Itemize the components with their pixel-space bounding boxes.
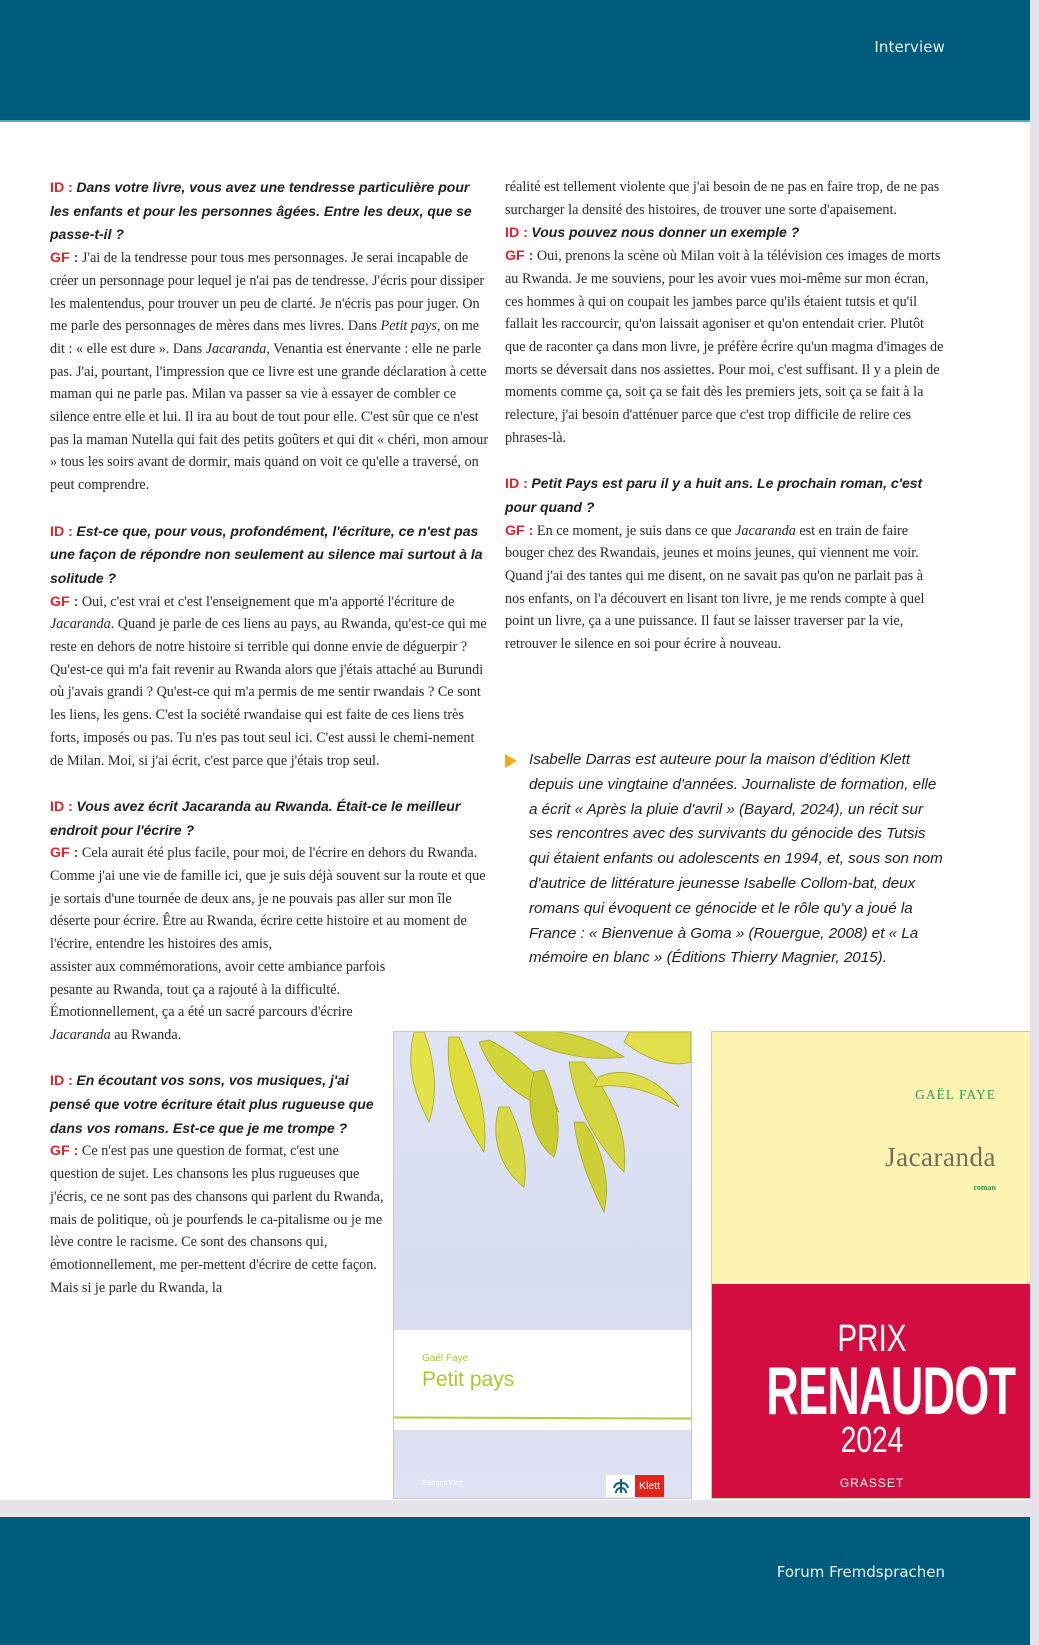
question-5: ID : Vous pouvez nous donner un exemple ? xyxy=(505,224,800,242)
publisher-line: Éditions Klett xyxy=(422,1480,463,1487)
answer-1: GF : J'ai de la tendresse pour tous mes personnages. Je serai incapable de créer un personnage pour lequel je n'ai pas de tendresse. J'écris pour dissiper les malentendus, pour trouver un peu de clarté. Je n'écris pas pour juger. On me parle des personnages de mères dans mes livres. Dans Petit pays, on me dit : « elle est dure ». Dans Jacaranda, Venantia est énervante : elle ne parle pas. J'ai, pourtant, l'impression que ce livre est une grande déclaration à cette maman qui ne parle pas. Milan va passer sa vie à essayer de combler ce silence entre elle et lui. Il ira au bout de tout pour elle. C'est sûr que ce n'est pas la maman Nutella qui fait des petits goûters et qui dit « chéri, mon amour » tous les soirs avant de dormir, mais quand on voit ce qu'elle a traversé, on peut comprendre. xyxy=(50,250,489,494)
footer-bar xyxy=(0,1517,1030,1645)
question-6: ID : Petit Pays est paru il y a huit ans. Le prochain roman, c'est pour quand ? xyxy=(505,475,923,515)
speaker-gf-label: GF : xyxy=(50,250,79,267)
answer-3-continued: assister aux commémorations, avoir cette ambiance parfois pesante au Rwanda, tout ça a rajouté à la difficulté. Émotionnellement, ça a été un sacré parcours d'écrire Jacaranda au Rwanda. xyxy=(50,958,386,1043)
triangle-arrow-icon xyxy=(505,754,517,768)
page-edge-scrollbar xyxy=(1030,0,1039,1645)
answer-6: GF : En ce moment, je suis dans ce que Jacaranda est en train de faire bouger chez des Rwandais, jeunes et moins jeunes, qui viennent me voir. Quand j'ai des tantes qui me disent, on ne savait pas qu'on ne parlait pas à nos enfants, on l'a découvert en lisant ton livre, je me rends compte à quel point un livre, ça a une puissance. Il faut se laisser traverser par la vie, retrouver le silence en soi pour écrire à nouveau. xyxy=(505,522,925,653)
book-subtitle: roman xyxy=(973,1183,996,1192)
question-1: ID : Dans votre livre, vous avez une tendresse particulière pour les enfants et pour les personnes âgées. Entre les deux, que se passe-t-il ? xyxy=(50,179,472,243)
question-4: ID : En écoutant vos sons, vos musiques, j'ai pensé que votre écriture était plus rugueuse que dans vos romans. Est-ce que je me trompe ? xyxy=(50,1072,374,1136)
magazine-label: Forum Fremdsprachen xyxy=(776,1563,945,1581)
klett-leaf-icon xyxy=(606,1475,635,1497)
book-author: GAËL FAYE xyxy=(915,1087,996,1102)
section-label: Interview xyxy=(874,38,945,56)
book-title: Jacaranda xyxy=(885,1142,996,1172)
answer-4-continued: réalité est tellement violente que j'ai besoin de ne pas en faire trop, de ne pas surcharger la densité des histoires, de trouver une sorte d'apaisement. xyxy=(505,179,940,218)
jacaranda-book-cover xyxy=(711,1031,1033,1499)
publisher-name: GRASSET xyxy=(839,1476,905,1490)
klett-logo: Klett xyxy=(606,1475,664,1497)
answer-3: GF : Cela aurait été plus facile, pour moi, de l'écrire en dehors du Rwanda. Comme j'ai une vie de famille ici, que je suis déjà souvent sur la route et que je sortais d'une tournée de deux ans, je ne pouvais pas aller sur mon île déserte pour écrire. Être au Rwanda, écrire cette histoire et au moment de l'écrire, entendre les histoires des amis, xyxy=(50,845,486,953)
book-author: Gaël Faye xyxy=(422,1353,469,1364)
answer-4: GF : Ce n'est pas une question de format, c'est une question de sujet. Les chansons les plus rugueuses que j'écris, ce ne sont pas des chansons qui parlent du Rwanda, mais de politique, où je pourfends le ca-pitalisme ou je me lève contre le racisme. Ce sont des chansons qui, émotionnellement, me per-mettent d'écrire de cette façon. Mais si je parle du Rwanda, la xyxy=(50,1143,384,1296)
question-3: ID : Vous avez écrit Jacaranda au Rwanda. Était-ce le meilleur endroit pour l'écrire ? xyxy=(50,797,461,838)
author-bio-text: Isabelle Darras est auteure pour la maison d'édition Klett depuis une vingtaine d'années. Journaliste de formation, elle a écrit « Après la pluie d'avril » (Bayard, 2024), un récit sur ses rencontres avec des survivants du génocide des Tutsis qui étaient enfants ou adolescents en 1994, et, sous son nom d'autrice de littérature jeunesse Isabelle Collom-bat, deux romans qui évoquent ce génocide et le rôle qu'y a joué la France : « Bienvenue à Goma » (Rouergue, 2008) et « La mémoire en blanc » (Éditions Thierry Magnier, 2015). xyxy=(529,751,943,967)
award-band: PRIX RENAUDOT 2024 GRASSET xyxy=(712,1284,1032,1498)
cover-title-band xyxy=(394,1330,691,1430)
author-bio xyxy=(505,748,945,971)
answer-2: GF : Oui, c'est vrai et c'est l'enseignement que m'a apporté l'écriture de Jacaranda. Quand je parle de ces liens au pays, au Rwanda, qu'est-ce qui me reste en dehors de notre histoire si terrible qui donne envie de déguerpir ? Qu'est-ce qui m'a fait revenir au Rwanda alors que j'étais attaché au Burundi où j'avais grandi ? Qu'est-ce qui m'a permis de me sentir rwandais ? Ce sont les liens, les gens. C'est la société rwandaise qui est faite de ces liens très forts, imposés ou pas. Tu n'es pas tout seul ici. C'est aussi le chemi-nement de Milan. Moi, si j'ai écrit, c'est parce que j'étais trop seul. xyxy=(50,593,487,769)
question-2: ID : Est-ce que, pour vous, profondément, l'écriture, ce n'est pas une façon de répondre non seulement au silence mai surtout à la solitude ? xyxy=(50,522,483,586)
right-column xyxy=(505,176,945,656)
header-bar xyxy=(0,0,1030,122)
leaves-illustration-icon xyxy=(394,1032,691,1222)
book-title: Petit pays xyxy=(422,1368,515,1391)
speaker-id-label: ID : xyxy=(50,180,73,196)
petit-pays-book-cover xyxy=(393,1031,692,1499)
answer-5: GF : Oui, prenons la scène où Milan voit à la télévision ces images de morts au Rwanda. Je me souviens, pour les avoir vues moi-même sur mon écran, ces hommes à qui on coupait les jambes parce qu'ils étaient tutsis et qu'il fallait les raccourcir, qu'on laissait agoniser et qu'on entendait crier. Plutôt que de raconter ça dans mon livre, je préfère écrire qu'un magma d'images de morts se déversait dans nos assiettes. Pour moi, c'est suffisant. Il y a plein de moments comme ça, soit ça se fait dès les premiers jets, soit ça se fait à la relecture, j'ai besoin d'atténuer parce que c'est trop difficile de relire ces phrases-là. xyxy=(505,248,944,446)
cover-divider-line xyxy=(394,1416,691,1419)
